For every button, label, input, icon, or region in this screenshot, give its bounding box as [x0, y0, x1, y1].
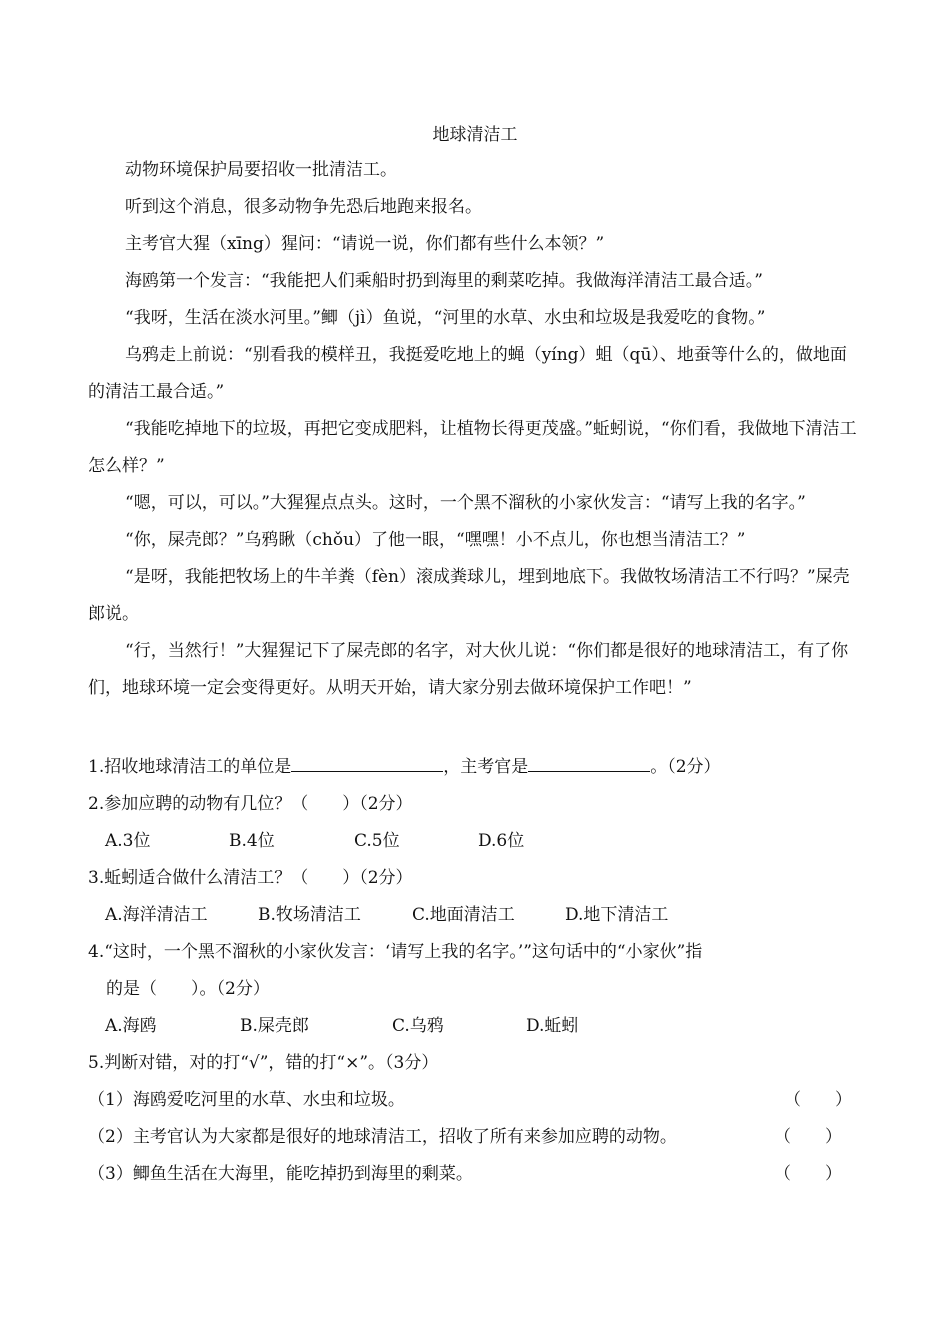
- option-a[interactable]: A.海鸥: [105, 1016, 157, 1036]
- question-4-stem-cont: 的是（ ）。（2分）: [106, 979, 270, 999]
- question-3-stem: 3.蚯蚓适合做什么清洁工？（ ）（2分）: [88, 868, 413, 888]
- judge-item: [88, 1082, 878, 1119]
- paragraph: 听到这个消息，很多动物争先恐后地跑来报名。: [125, 197, 482, 217]
- question-2-stem: 2.参加应聘的动物有几位？（ ）（2分）: [88, 794, 413, 814]
- judge-item-text: （1）海鸥爱吃河里的水草、水虫和垃圾。: [88, 1090, 405, 1110]
- option-b[interactable]: B.4位: [229, 831, 275, 851]
- paragraph: “是呀，我能把牧场上的牛羊粪（fèn）滚成粪球儿，埋到地底下。我做牧场清洁工不行吗？”屎壳郎说。: [88, 567, 850, 624]
- paragraph: 乌鸦走上前说：“别看我的模样丑，我挺爱吃地上的蝇（yíng）蛆（qū）、地蚕等什么的，做地面的清洁工最合适。”: [88, 345, 847, 402]
- question-1: [88, 749, 878, 786]
- answer-blank-unit[interactable]: [291, 751, 443, 772]
- option-b[interactable]: B.屎壳郎: [240, 1016, 309, 1036]
- option-d[interactable]: D.地下清洁工: [565, 905, 669, 925]
- answer-blank-examiner[interactable]: [528, 751, 650, 772]
- questions-section: [88, 749, 878, 1193]
- paragraph: “行，当然行！”大猩猩记下了屎壳郎的名字，对大伙儿说：“你们都是很好的地球清洁工，有了你们，地球环境一定会变得更好。从明天开始，请大家分别去做环境保护工作吧！”: [88, 641, 849, 698]
- option-d[interactable]: D.蚯蚓: [526, 1016, 579, 1036]
- question-1-part-a: 1.招收地球清洁工的单位是: [88, 757, 292, 777]
- passage-title: 地球清洁工: [432, 125, 518, 145]
- judge-item: [88, 1156, 878, 1193]
- option-a[interactable]: A.3位: [105, 831, 151, 851]
- question-2-options: [88, 823, 878, 860]
- paragraph: “我能吃掉地下的垃圾，再把它变成肥料，让植物长得更茂盛。”蚯蚓说，“你们看，我做地下清洁工怎么样？”: [88, 419, 857, 476]
- paragraph: “我呀，生活在淡水河里。”鲫（jì）鱼说，“河里的水草、水虫和垃圾是我爱吃的食物。”: [125, 308, 766, 328]
- judge-item: [88, 1119, 878, 1156]
- passage-body: [88, 152, 860, 707]
- paragraph: 海鸥第一个发言：“我能把人们乘船时扔到海里的剩菜吃掉。我做海洋清洁工最合适。”: [125, 271, 763, 291]
- judge-answer-paren[interactable]: （ ）: [774, 1164, 842, 1184]
- question-4-stem: 4.“这时，一个黑不溜秋的小家伙发言：‘请写上我的名字。’”这句话中的“小家伙”指: [88, 942, 703, 962]
- option-a[interactable]: A.海洋清洁工: [105, 905, 208, 925]
- question-5-stem: 5.判断对错，对的打“√”，错的打“×”。（3分）: [88, 1053, 439, 1073]
- paragraph: 主考官大猩（xīng）猩问：“请说一说，你们都有些什么本领？”: [125, 234, 605, 254]
- judge-item-text: （2）主考官认为大家都是很好的地球清洁工，招收了所有来参加应聘的动物。: [88, 1127, 677, 1147]
- option-c[interactable]: C.5位: [354, 831, 400, 851]
- question-1-part-c: 。（2分）: [650, 757, 721, 777]
- paragraph: “你，屎壳郎？”乌鸦瞅（chǒu）了他一眼，“嘿嘿！小不点儿，你也想当清洁工？”: [125, 530, 746, 550]
- paragraph: “嗯，可以，可以。”大猩猩点点头。这时，一个黑不溜秋的小家伙发言：“请写上我的名字。”: [125, 493, 806, 513]
- question-3-options: [88, 897, 878, 934]
- question-4-options: [88, 1008, 878, 1045]
- judge-answer-paren[interactable]: （ ）: [774, 1127, 842, 1147]
- option-c[interactable]: C.乌鸦: [392, 1016, 444, 1036]
- paragraph: 动物环境保护局要招收一批清洁工。: [125, 160, 397, 180]
- question-1-part-b: ，主考官是: [443, 757, 529, 777]
- judge-item-text: （3）鲫鱼生活在大海里，能吃掉扔到海里的剩菜。: [88, 1164, 473, 1184]
- option-b[interactable]: B.牧场清洁工: [258, 905, 361, 925]
- option-c[interactable]: C.地面清洁工: [412, 905, 515, 925]
- judge-answer-paren[interactable]: （ ）: [784, 1090, 852, 1110]
- option-d[interactable]: D.6位: [478, 831, 525, 851]
